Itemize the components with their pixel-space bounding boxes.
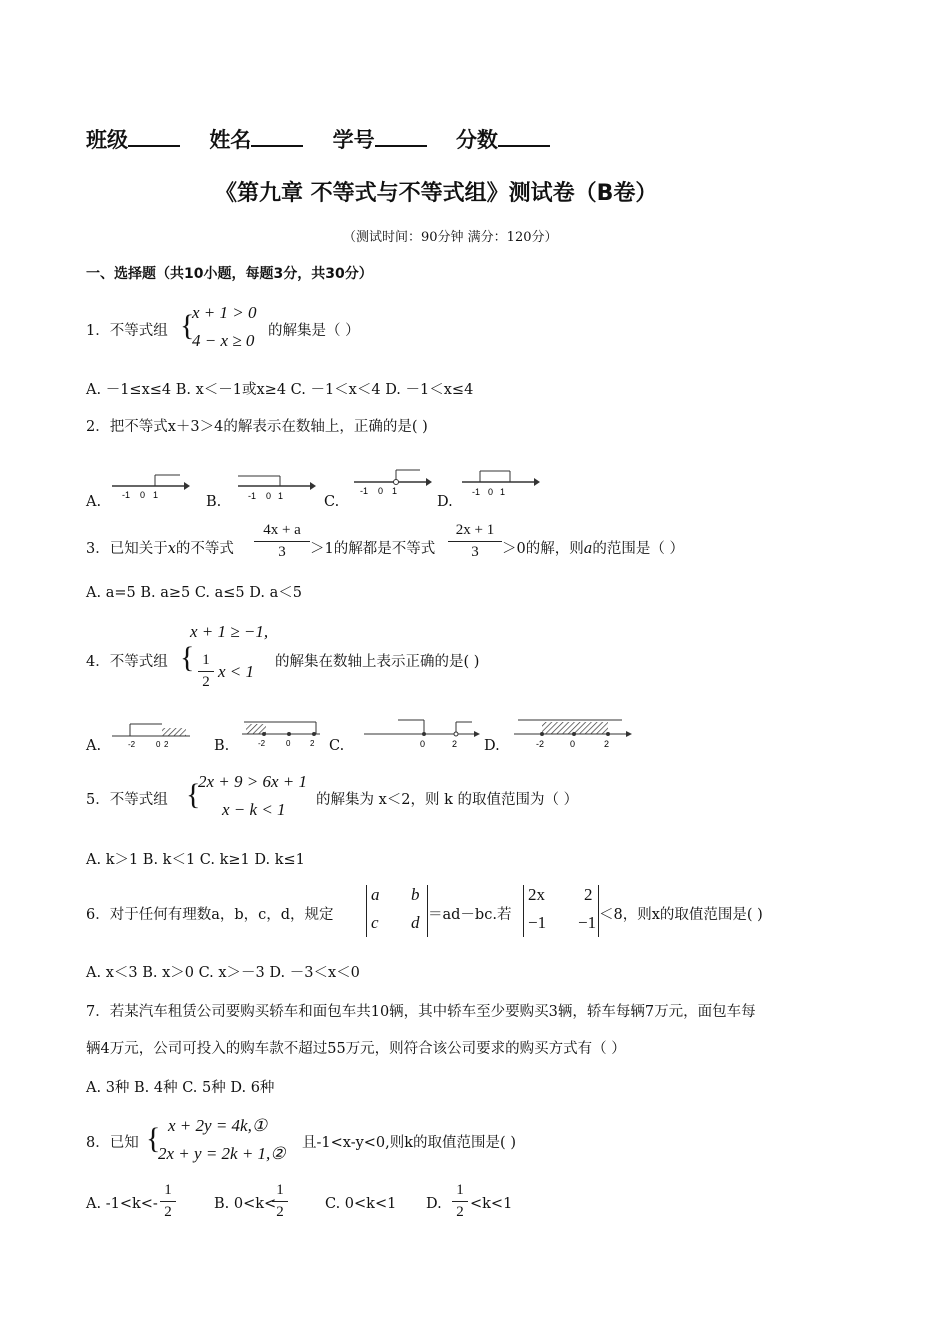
q1-prefix: 1．不等式组	[86, 323, 168, 339]
q4-half: 1 2	[198, 652, 214, 691]
id-label: 学号	[332, 128, 375, 152]
svg-text:0: 0	[286, 739, 291, 748]
q1-suffix: 的解集是（ ）	[268, 323, 360, 339]
q7-line-1: 7．若某汽车租赁公司要购买轿车和面包车共10辆，其中轿车至少要购买3辆，轿车每辆7万元，面包车每	[86, 1004, 756, 1020]
svg-text:2: 2	[164, 740, 169, 749]
student-info-line	[86, 124, 572, 154]
q6-determinant-2: 2x 2 −1 −1	[523, 885, 599, 937]
svg-text:-1: -1	[248, 491, 257, 501]
svg-text:2: 2	[310, 739, 315, 748]
q4-eq1: x + 1 ≥ −1,	[190, 622, 269, 641]
q4-label-c: C.	[329, 738, 345, 754]
q2-label-c: C.	[324, 494, 340, 510]
q8-option-b-half: 1 2	[272, 1182, 288, 1221]
q2a-tick-1: 1	[153, 490, 159, 500]
q2-label-d: D.	[437, 494, 453, 510]
q2-number-line-d	[460, 468, 540, 498]
q4-label-d: D.	[484, 738, 500, 754]
q4-label-b: B.	[214, 738, 230, 754]
q8-option-a-half: 1 2	[160, 1182, 176, 1221]
q3-prefix: 3．已知关于	[86, 541, 168, 557]
section-heading: 一、选择题（共10小题，每题3分，共30分）	[86, 266, 373, 282]
q8-option-d-rest: <k<1	[470, 1196, 513, 1212]
q3-var-a: a	[583, 541, 593, 557]
q3-post: ＞0的解，则	[502, 541, 584, 557]
svg-text:2: 2	[452, 739, 458, 749]
q1-brace: {	[180, 309, 195, 342]
q1-options: A. －1≤x≤4 B. x＜－1或x≥4 C. －1＜x＜4 D. －1＜x≤4	[86, 382, 474, 398]
svg-text:1: 1	[278, 491, 284, 501]
q8-option-d: D.	[426, 1196, 442, 1212]
q7-options: A. 3种 B. 4种 C. 5种 D. 6种	[86, 1080, 275, 1096]
name-blank[interactable]	[251, 125, 303, 147]
q6-options: A. x＜3 B. x＞0 C. x＞－3 D. －3＜x＜0	[86, 965, 360, 981]
q3-var-x: x	[167, 541, 176, 557]
q4-number-line-d	[512, 716, 634, 750]
svg-text:1: 1	[500, 487, 506, 497]
q2-text: 2．把不等式x＋3＞4的解表示在数轴上，正确的是( )	[86, 419, 428, 435]
q8-eq2: 2x + y = 2k + 1,②	[158, 1144, 286, 1163]
q5-prefix: 5．不等式组	[86, 792, 168, 808]
q5-eq1: 2x + 9 > 6x + 1	[198, 772, 308, 791]
q4-suffix: 的解集在数轴上表示正确的是( )	[275, 654, 480, 670]
q8-option-b: B. 0<k<	[214, 1196, 277, 1212]
q8-option-c: C. 0<k<1	[325, 1196, 397, 1212]
q8-eq1: x + 2y = 4k,①	[168, 1116, 268, 1135]
q6-determinant-1: a b c d	[366, 885, 428, 937]
q8-prefix: 8．已知	[86, 1135, 139, 1151]
q3-mid1: 的不等式	[175, 541, 234, 557]
q8-option-d-half: 1 2	[452, 1182, 468, 1221]
svg-text:0: 0	[488, 487, 494, 497]
q3-options: A. a=5 B. a≥5 C. a≤5 D. a＜5	[86, 585, 302, 601]
q4-number-line-a	[110, 720, 195, 750]
q3-fraction-1: 4x + a 3	[254, 522, 310, 561]
q2-number-line-c	[352, 466, 432, 496]
q5-options: A. k＞1 B. k＜1 C. k≥1 D. k≤1	[86, 852, 305, 868]
svg-text:0: 0	[156, 740, 161, 749]
q2a-tick-neg1: -1	[122, 490, 131, 500]
svg-text:2: 2	[604, 739, 610, 749]
svg-text:0: 0	[266, 491, 272, 501]
svg-text:-2: -2	[258, 739, 266, 748]
svg-text:-1: -1	[360, 486, 369, 496]
svg-text:-1: -1	[472, 487, 481, 497]
q4-number-line-c	[362, 716, 482, 750]
q5-suffix: 的解集为 x＜2，则 k 的取值范围为（ ）	[316, 792, 579, 808]
q1-eq2: 4 − x ≥ 0	[192, 331, 255, 350]
q4-label-a: A.	[86, 738, 102, 754]
q8-option-a: A. -1<k<-	[86, 1196, 158, 1212]
q8-suffix: 且-1<x-y<0,则k的取值范围是( )	[302, 1135, 516, 1151]
class-blank[interactable]	[128, 125, 180, 147]
q3-mid2: ＞1的解都是不等式	[310, 541, 436, 557]
name-label: 姓名	[209, 128, 252, 152]
q7-line-2: 辆4万元，公司可投入的购车款不超过55万元，则符合该公司要求的购买方式有（ ）	[86, 1041, 626, 1057]
svg-text:0: 0	[378, 486, 384, 496]
svg-text:-2: -2	[128, 740, 136, 749]
score-label: 分数	[455, 128, 498, 152]
q2-label-b: B.	[206, 494, 222, 510]
q6-prefix: 6．对于任何有理数a，b，c，d，规定	[86, 907, 334, 923]
q2-label-a: A.	[86, 494, 102, 510]
q2-number-line-b	[236, 474, 316, 504]
q4-number-line-b	[240, 718, 325, 750]
svg-text:-2: -2	[536, 739, 545, 749]
q3-post2: 的范围是（ ）	[592, 541, 684, 557]
q2a-tick-0: 0	[140, 490, 146, 500]
page-title: 《第九章 不等式与不等式组》测试卷（B卷）	[215, 181, 658, 206]
id-blank[interactable]	[375, 125, 427, 147]
q5-eq2: x − k < 1	[222, 800, 286, 819]
q3-fraction-2: 2x + 1 3	[448, 522, 502, 561]
page-subtitle: （测试时间：90分钟 满分：120分）	[343, 230, 558, 245]
class-label: 班级	[86, 128, 128, 152]
q4-eq2-rest: x < 1	[218, 662, 255, 681]
q2-number-line-a	[110, 470, 190, 500]
q6-suffix: ＜8，则x的取值范围是( )	[599, 907, 763, 923]
q4-prefix: 4．不等式组	[86, 654, 168, 670]
q1-eq1: x + 1 > 0	[192, 303, 257, 322]
q6-mid: ＝ad－bc.若	[428, 907, 512, 923]
score-blank[interactable]	[498, 125, 550, 147]
svg-text:0: 0	[420, 739, 426, 749]
svg-text:1: 1	[392, 486, 398, 496]
svg-text:0: 0	[570, 739, 576, 749]
